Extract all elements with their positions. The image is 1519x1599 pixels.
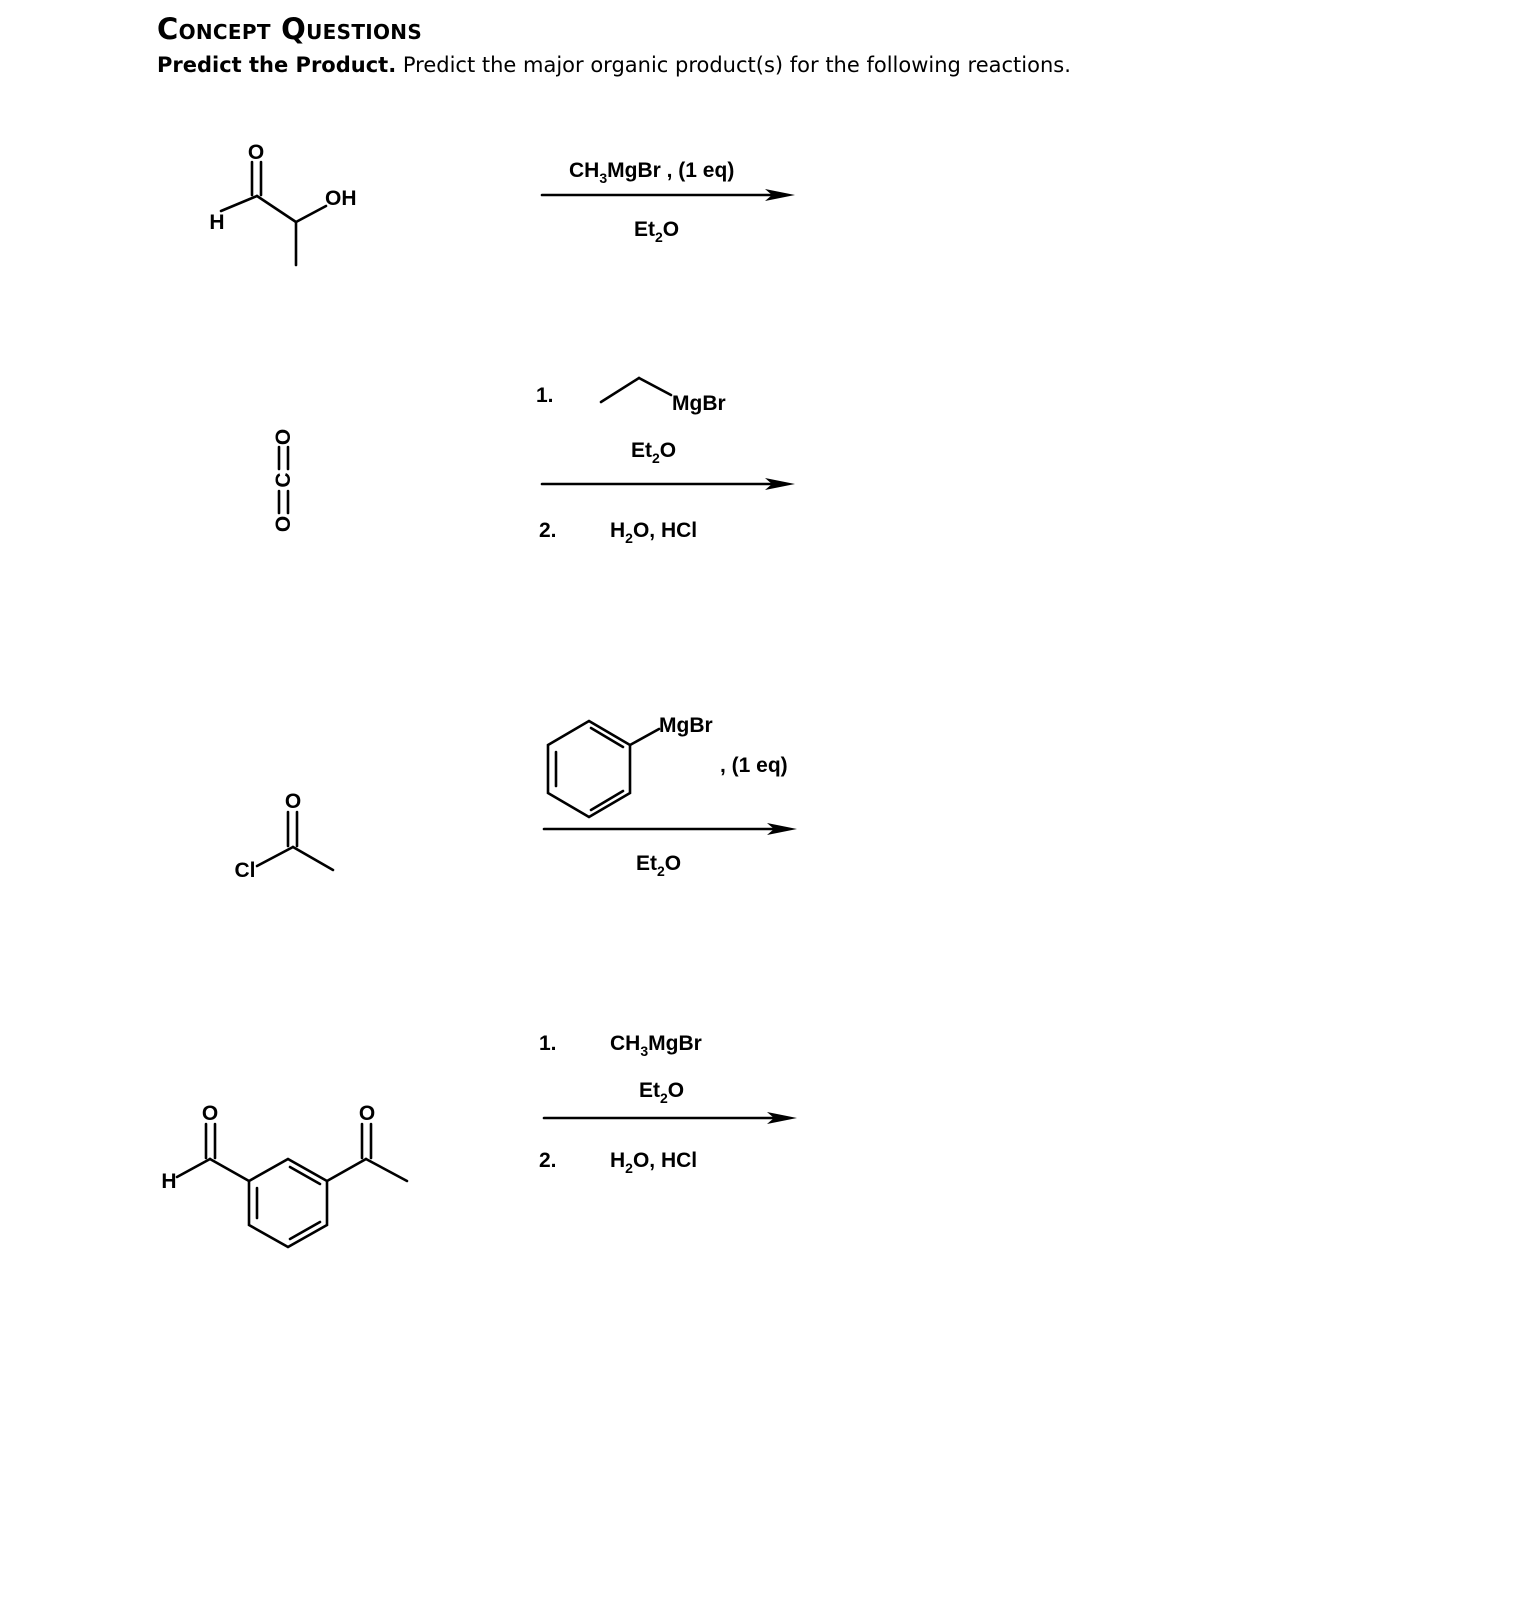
r2-step1-number: 1. [536,384,554,407]
r4-step1-reagent [610,1032,702,1059]
page-title: Concept Questions [157,12,423,46]
r4-step2-h: H [610,1149,626,1172]
r1-reagent-ch: CH [569,159,600,182]
r4-solvent-et: Et [639,1079,660,1102]
r2-ethyl-grignard [601,378,726,415]
r3-solvent [636,852,681,879]
r4-solvent-sub: 2 [660,1090,668,1106]
r4-step1-ch: CH [610,1032,641,1055]
r2-solvent-o: O [659,439,677,462]
r2-step2-sub: 2 [625,530,633,546]
r2-oxygen-top: O [272,428,295,446]
r4-step2-number: 2. [539,1149,557,1172]
reaction-3-reactant [235,790,334,882]
r1-oxygen-atom: O [247,141,265,164]
r4-hydrogen-atom: H [161,1170,177,1193]
reaction-1 [209,141,795,265]
r1-solvent-o: O [662,218,680,241]
reaction-1-reactant [209,141,356,265]
reaction-2 [272,378,795,546]
instructions-text: Predict the major organic product(s) for the following reactions. [396,53,1071,77]
r2-step2-reagent [610,519,697,546]
reaction-2-reactant [272,429,295,532]
r1-hydrogen-atom: H [209,211,225,234]
r3-chlorine-atom: Cl [234,859,256,882]
r1-reagent-sub: 3 [599,170,608,186]
r3-solvent-o: O [664,852,682,875]
r4-ketone-oxygen: O [358,1102,376,1125]
r4-step2-sub: 2 [625,1160,633,1176]
r2-step2-number: 2. [539,519,557,542]
r2-solvent-et: Et [631,439,652,462]
r1-solvent [634,218,679,245]
r3-phenyl-grignard [548,714,713,817]
r2-solvent-sub: 2 [652,450,660,466]
r2-carbon-atom: C [272,472,295,488]
r3-solvent-sub: 2 [657,863,665,879]
r4-step2-rest: O, HCl [632,1149,698,1172]
reaction-4-reactant [161,1102,407,1247]
r2-step1-reagent: MgBr [672,392,726,415]
reaction-3 [235,714,798,882]
r4-step1-rest: MgBr [648,1032,702,1055]
reaction-4 [161,1032,797,1247]
r3-oxygen-atom: O [284,790,302,813]
instructions-bold-lead: Predict the Product. [157,53,397,77]
r1-reagent-above [569,159,734,186]
r1-solvent-sub: 2 [655,229,663,245]
r4-step1-solvent [639,1079,684,1106]
r2-step2-h: H [610,519,626,542]
r4-step1-sub: 3 [640,1043,649,1059]
r1-solvent-et: Et [634,218,655,241]
r3-reagent-equivalents: , (1 eq) [720,754,788,777]
r2-step2-rest: O, HCl [632,519,698,542]
r2-step1-solvent [631,439,676,466]
r1-hydroxyl-group: OH [325,187,357,210]
r4-step1-number: 1. [539,1032,557,1055]
r4-step2-reagent [610,1149,697,1176]
r4-aldehyde-oxygen: O [201,1102,219,1125]
r1-reagent-rest: MgBr , (1 eq) [607,159,735,182]
r3-reagent-group: MgBr [659,714,713,737]
r2-oxygen-bottom: O [272,515,295,533]
r4-solvent-o: O [667,1079,685,1102]
r3-solvent-et: Et [636,852,657,875]
